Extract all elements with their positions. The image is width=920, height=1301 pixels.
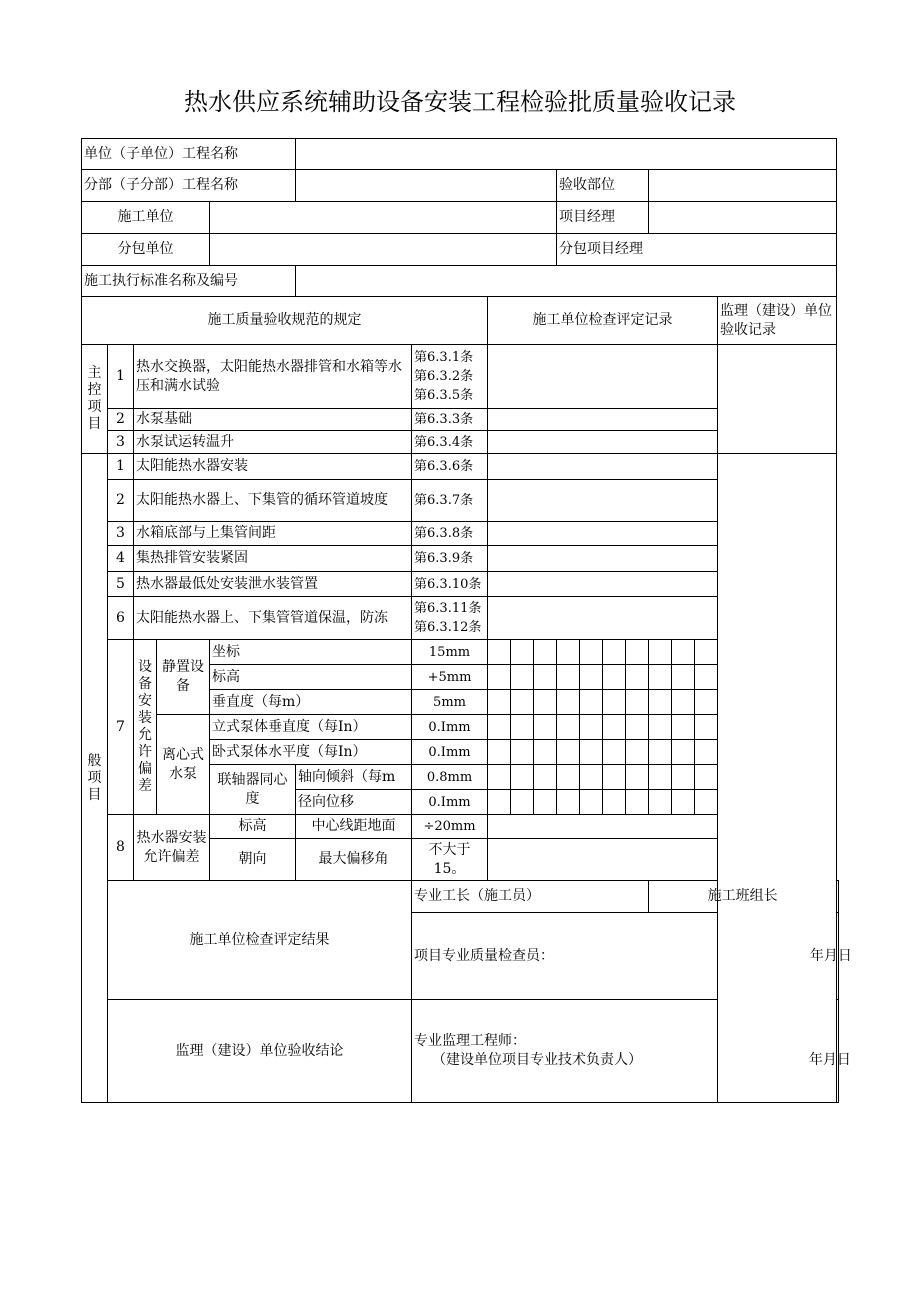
measure-cell[interactable] xyxy=(557,715,580,740)
measure-cell[interactable] xyxy=(557,740,580,765)
deviation-item: 标高 xyxy=(210,665,412,690)
general-item-text: 集热排管安装紧固 xyxy=(134,546,412,572)
measure-cell[interactable] xyxy=(557,790,580,815)
measure-cell[interactable] xyxy=(557,690,580,715)
measure-cell[interactable] xyxy=(672,765,695,790)
check-record-cell[interactable] xyxy=(488,409,718,431)
clause: 第6.3.2条 xyxy=(414,369,474,384)
general-item-text: 太阳能热水器上、下集管的循环管道坡度 xyxy=(134,480,412,522)
constructor-label: 施工单位 xyxy=(82,202,210,234)
clause: 第6.3.1条 xyxy=(414,350,474,365)
measure-cell[interactable] xyxy=(511,740,534,765)
measure-cell[interactable] xyxy=(534,740,557,765)
check-record-cell[interactable] xyxy=(488,597,718,640)
general-items-label: 般项目 xyxy=(82,454,108,1103)
measure-cell[interactable] xyxy=(580,665,603,690)
date-label: 年月日 xyxy=(809,947,852,964)
standard-field[interactable] xyxy=(296,266,837,297)
check-record-cell[interactable] xyxy=(488,572,718,597)
measure-cell[interactable] xyxy=(534,665,557,690)
measure-cell[interactable] xyxy=(649,690,672,715)
inspector-row xyxy=(412,913,852,1000)
deviation-value: ÷20mm xyxy=(412,815,488,839)
measure-cell[interactable] xyxy=(695,715,718,740)
deviation-item: 朝向 xyxy=(210,839,296,881)
sub-pm-label: 分包项目经理 xyxy=(557,234,837,266)
measure-cell[interactable] xyxy=(511,790,534,815)
measure-cell[interactable] xyxy=(672,690,695,715)
general-item-text: 太阳能热水器上、下集管管道保温，防冻 xyxy=(134,597,412,640)
team-leader-field[interactable] xyxy=(837,881,839,913)
measure-cell[interactable] xyxy=(580,790,603,815)
measure-cell[interactable] xyxy=(603,715,626,740)
deviation-item: 标高 xyxy=(210,815,296,839)
measure-cell[interactable] xyxy=(534,790,557,815)
measure-cell[interactable] xyxy=(557,765,580,790)
main-control-label: 主控项目 xyxy=(82,345,108,454)
check-record-cell[interactable] xyxy=(488,522,718,546)
main-item-clause: 第6.3.4条 xyxy=(412,431,488,454)
measure-cell[interactable] xyxy=(603,690,626,715)
main-item-number: 3 xyxy=(108,431,134,454)
measure-cell[interactable] xyxy=(649,765,672,790)
measure-cell[interactable] xyxy=(603,740,626,765)
measure-cell[interactable] xyxy=(488,765,511,790)
spec-column-header: 施工质量验收规范的规定 xyxy=(82,297,488,345)
measure-cell[interactable] xyxy=(603,790,626,815)
deviation-item: 立式泵体垂直度（每In） xyxy=(210,715,412,740)
main-item-clause: 第6.3.3条 xyxy=(412,409,488,431)
measure-cell[interactable] xyxy=(488,740,511,765)
measure-cell[interactable] xyxy=(695,690,718,715)
measure-cell[interactable] xyxy=(534,640,557,665)
check-record-cell[interactable] xyxy=(488,815,718,839)
main-item-text: 水泵基础 xyxy=(134,409,412,431)
measure-cell[interactable] xyxy=(580,690,603,715)
measure-cell[interactable] xyxy=(580,715,603,740)
general-item-number: 3 xyxy=(108,522,134,546)
measure-cell[interactable] xyxy=(580,640,603,665)
measure-cell[interactable] xyxy=(626,740,649,765)
project-manager-label: 项目经理 xyxy=(557,202,649,234)
acceptance-form-table xyxy=(81,138,852,1103)
general-item-number: 5 xyxy=(108,572,134,597)
check-record-cell[interactable] xyxy=(488,546,718,572)
main-item-text: 水泵试运转温升 xyxy=(134,431,412,454)
measure-cell[interactable] xyxy=(626,715,649,740)
main-item-text: 热水交换器，太阳能热水器排管和水箱等水压和满水试验 xyxy=(134,345,412,409)
check-record-cell[interactable] xyxy=(488,839,718,881)
general-item-text: 水箱底部与上集管间距 xyxy=(134,522,412,546)
general-item-clause: 第6.3.8条 xyxy=(412,522,488,546)
unit-name-label: 单位（子单位）工程名称 xyxy=(82,139,296,170)
page-title: 热水供应系统辅助设备安装工程检验批质量验收记录 xyxy=(184,88,736,116)
measure-cell[interactable] xyxy=(557,665,580,690)
deviation-item: 坐标 xyxy=(210,640,412,665)
deviation-value: 0.Imm xyxy=(412,790,488,815)
general-item-text: 热水器最低处安装泄水装管置 xyxy=(134,572,412,597)
deviation-value: 5mm xyxy=(412,690,488,715)
measure-cell[interactable] xyxy=(626,790,649,815)
supervisor-record-cell[interactable] xyxy=(718,345,837,454)
measure-cell[interactable] xyxy=(672,740,695,765)
unit-name-field[interactable] xyxy=(296,139,837,170)
subunit-name-label: 分部（子分部）工程名称 xyxy=(82,170,296,202)
general-item-clause: 第6.3.10条 xyxy=(412,572,488,597)
general-item-number: 1 xyxy=(108,454,134,480)
deviation-value: 0.Imm xyxy=(412,715,488,740)
main-item-clauses xyxy=(412,345,488,409)
deviation-item: 轴向倾斜（每m xyxy=(296,765,412,790)
check-record-cell[interactable] xyxy=(488,454,718,480)
general-item-number: 2 xyxy=(108,480,134,522)
project-manager-field[interactable] xyxy=(649,202,837,234)
team-leader-label: 施工班组长 xyxy=(649,881,837,913)
check-record-cell[interactable] xyxy=(488,431,718,454)
item7-label: 设备安装允许偏差 xyxy=(134,640,157,815)
acceptance-part-field[interactable] xyxy=(649,170,837,202)
measure-cell[interactable] xyxy=(695,765,718,790)
foreman-label: 专业工长（施工员） xyxy=(412,881,649,913)
measure-cell[interactable] xyxy=(649,665,672,690)
supervisor-record-column-header: 监理（建设）单位验收记录 xyxy=(718,297,837,345)
measure-cell[interactable] xyxy=(672,665,695,690)
general-item-clause: 第6.3.9条 xyxy=(412,546,488,572)
measure-cell[interactable] xyxy=(511,665,534,690)
tech-leader-label: （建设单位项目专业技术负责人） xyxy=(432,1052,643,1068)
engineer-label: 专业监理工程师： xyxy=(414,1033,527,1049)
measure-cell[interactable] xyxy=(695,740,718,765)
general-item-clause: 第6.3.6条 xyxy=(412,454,488,480)
subcontractor-field[interactable] xyxy=(210,234,557,266)
measure-cell[interactable] xyxy=(603,640,626,665)
item8-number: 8 xyxy=(108,815,134,881)
deviation-item: 垂直度（每m） xyxy=(210,690,412,715)
check-record-column-header: 施工单位检查评定记录 xyxy=(488,297,718,345)
deviation-item: 径向位移 xyxy=(296,790,412,815)
measure-cell[interactable] xyxy=(649,790,672,815)
deviation-subitem: 最大偏移角 xyxy=(296,839,412,881)
clause: 第6.3.5条 xyxy=(414,388,474,403)
measure-cell[interactable] xyxy=(511,765,534,790)
measure-cell[interactable] xyxy=(603,765,626,790)
measure-cell[interactable] xyxy=(626,640,649,665)
coupling-concentricity-label: 联轴器同心度 xyxy=(210,765,296,815)
standard-label: 施工执行标准名称及编号 xyxy=(82,266,296,297)
general-item-clause: 第6.3.7条 xyxy=(412,480,488,522)
measure-cell[interactable] xyxy=(672,715,695,740)
supervisor-conclusion-cell xyxy=(412,1000,851,1103)
deviation-value: 15mm xyxy=(412,640,488,665)
measure-cell[interactable] xyxy=(580,765,603,790)
clause: 第6.3.12条 xyxy=(414,620,482,635)
measure-cell[interactable] xyxy=(557,640,580,665)
check-record-cell[interactable] xyxy=(488,345,718,409)
measure-cell[interactable] xyxy=(649,740,672,765)
deviation-value: 不大于15。 xyxy=(412,839,488,881)
measure-cell[interactable] xyxy=(488,790,511,815)
centrifugal-pump-label: 离心式水泵 xyxy=(157,715,210,815)
static-equipment-label: 静置设备 xyxy=(157,640,210,715)
measure-cell[interactable] xyxy=(511,640,534,665)
measure-cell[interactable] xyxy=(695,640,718,665)
general-item-text: 太阳能热水器安装 xyxy=(134,454,412,480)
measure-cell[interactable] xyxy=(511,690,534,715)
measure-cell[interactable] xyxy=(626,690,649,715)
deviation-subitem: 中心线距地面 xyxy=(296,815,412,839)
date-label: 年月日 xyxy=(808,1052,851,1068)
measure-cell[interactable] xyxy=(534,765,557,790)
deviation-item: 卧式泵体水平度（每In） xyxy=(210,740,412,765)
general-item-number: 4 xyxy=(108,546,134,572)
measure-cell[interactable] xyxy=(626,765,649,790)
deviation-value: 0.8mm xyxy=(412,765,488,790)
supervisor-conclusion-label: 监理（建设）单位验收结论 xyxy=(108,1000,412,1103)
general-item-number: 6 xyxy=(108,597,134,640)
item8-label: 热水器安装允许偏差 xyxy=(134,815,210,881)
check-record-cell[interactable] xyxy=(488,480,718,522)
constructor-field[interactable] xyxy=(210,202,557,234)
clause: 第6.3.11条 xyxy=(414,601,482,616)
measure-cell[interactable] xyxy=(626,665,649,690)
measure-cell[interactable] xyxy=(534,715,557,740)
measure-cell[interactable] xyxy=(672,790,695,815)
main-item-number: 1 xyxy=(108,345,134,409)
measure-cell[interactable] xyxy=(488,715,511,740)
measure-cell[interactable] xyxy=(488,640,511,665)
acceptance-part-label: 验收部位 xyxy=(557,170,649,202)
inspector-label: 项目专业质量检查员： xyxy=(414,947,555,964)
measure-cell[interactable] xyxy=(580,740,603,765)
measure-cell[interactable] xyxy=(649,715,672,740)
main-item-number: 2 xyxy=(108,409,134,431)
measure-cell[interactable] xyxy=(695,665,718,690)
subunit-name-field[interactable] xyxy=(296,170,557,202)
measure-cell[interactable] xyxy=(488,665,511,690)
check-result-label: 施工单位检查评定结果 xyxy=(108,881,412,1000)
measure-cell[interactable] xyxy=(488,690,511,715)
deviation-value: 0.Imm xyxy=(412,740,488,765)
deviation-value: +5mm xyxy=(412,665,488,690)
measure-cell[interactable] xyxy=(672,640,695,665)
measure-cell[interactable] xyxy=(511,715,534,740)
item7-number: 7 xyxy=(108,640,134,815)
subcontractor-label: 分包单位 xyxy=(82,234,210,266)
general-item-clauses xyxy=(412,597,488,640)
measure-cell[interactable] xyxy=(695,790,718,815)
measure-cell[interactable] xyxy=(534,690,557,715)
measure-cell[interactable] xyxy=(649,640,672,665)
measure-cell[interactable] xyxy=(603,665,626,690)
